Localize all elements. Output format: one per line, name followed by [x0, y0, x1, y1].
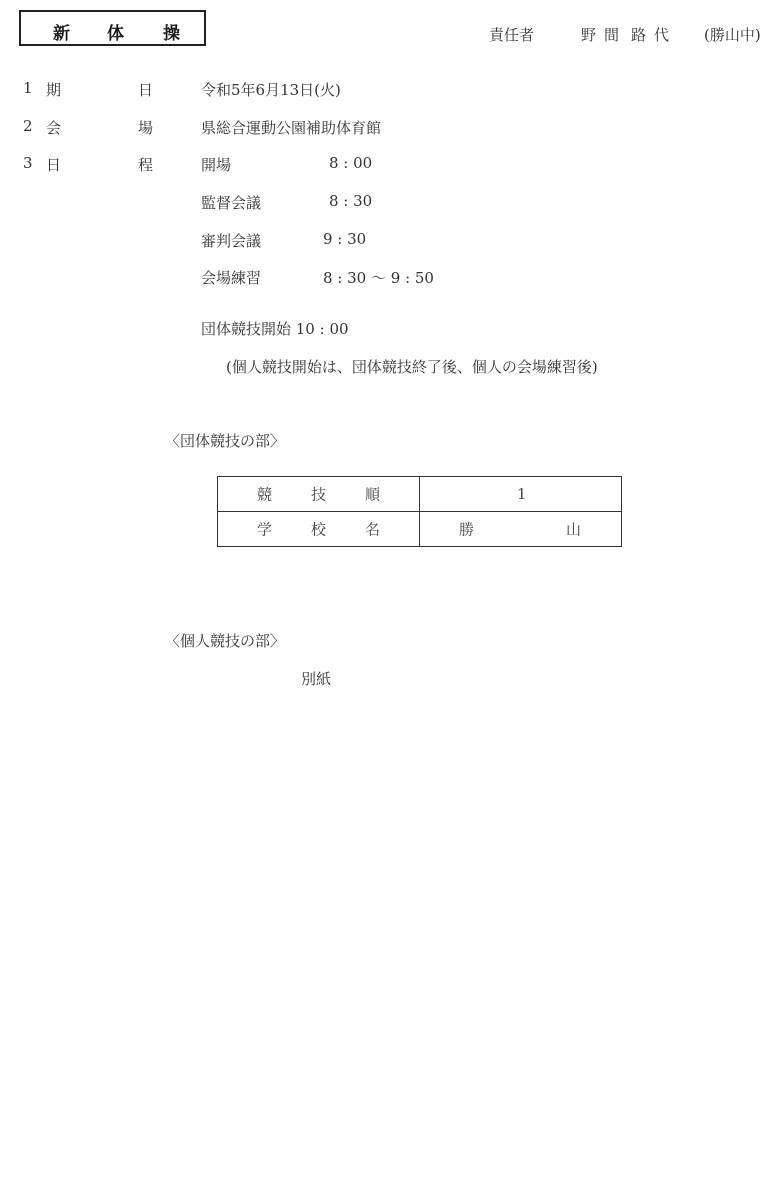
schedule-item-time: 8 : 30 ～ 9 : 50	[323, 269, 434, 287]
order-value-cell	[420, 477, 622, 512]
item-label-char: 日	[138, 81, 154, 99]
table-label-char: 校	[311, 520, 327, 539]
item-number: 1	[23, 79, 33, 97]
school-name-char: 山	[566, 520, 582, 539]
table-label-char: 競	[257, 485, 273, 504]
order-value: 1	[517, 485, 527, 503]
event-date: 令和5年6月13日(火)	[201, 81, 341, 99]
individual-section-heading: 〈個人競技の部〉	[165, 632, 286, 650]
responsible-school: (勝山中)	[704, 26, 761, 44]
event-title-char: 新	[53, 24, 70, 44]
schedule-item-time: 8 : 30	[329, 192, 373, 210]
school-value-cell	[420, 512, 622, 547]
order-label-cell	[218, 477, 420, 512]
schedule-item-time: 8 : 00	[329, 154, 373, 172]
individual-start-note: (個人競技開始は、団体競技終了後、個人の会場練習後)	[226, 358, 598, 376]
schedule-item-name: 会場練習	[201, 269, 262, 287]
item-label-char: 日	[46, 156, 62, 174]
table-label-char: 技	[311, 485, 327, 504]
individual-section-note: 別紙	[301, 670, 332, 688]
item-label-char: 場	[138, 119, 154, 137]
group-section-heading: 〈団体競技の部〉	[165, 432, 286, 450]
event-title-char: 体	[107, 24, 124, 44]
school-label-cell	[218, 512, 420, 547]
table-label-char: 順	[365, 485, 381, 504]
item-label-char: 会	[46, 119, 62, 137]
group-start-time: 団体競技開始 10 : 00	[201, 320, 349, 338]
event-title	[19, 10, 206, 46]
item-label-char: 期	[46, 81, 62, 99]
schedule-item-time: 9 : 30	[323, 230, 367, 248]
event-title-char: 操	[163, 24, 180, 44]
school-name-char: 勝	[459, 520, 475, 539]
table-label-char: 学	[257, 520, 273, 539]
responsible-name-char: 野	[581, 26, 597, 44]
schedule-item-name: 監督会議	[201, 194, 262, 212]
event-venue: 県総合運動公園補助体育館	[201, 119, 382, 137]
responsible-name-char: 代	[654, 26, 670, 44]
item-number: 2	[23, 117, 33, 135]
item-label-char: 程	[138, 156, 154, 174]
responsible-label: 責任者	[489, 26, 535, 44]
table-row	[218, 477, 622, 512]
competition-order-table	[217, 476, 622, 547]
responsible-name-char: 間	[604, 26, 620, 44]
table-label-char: 名	[365, 520, 381, 539]
schedule-item-name: 開場	[201, 156, 232, 174]
item-number: 3	[23, 154, 33, 172]
schedule-item-name: 審判会議	[201, 232, 262, 250]
table-row	[218, 512, 622, 547]
responsible-name-char: 路	[631, 26, 647, 44]
